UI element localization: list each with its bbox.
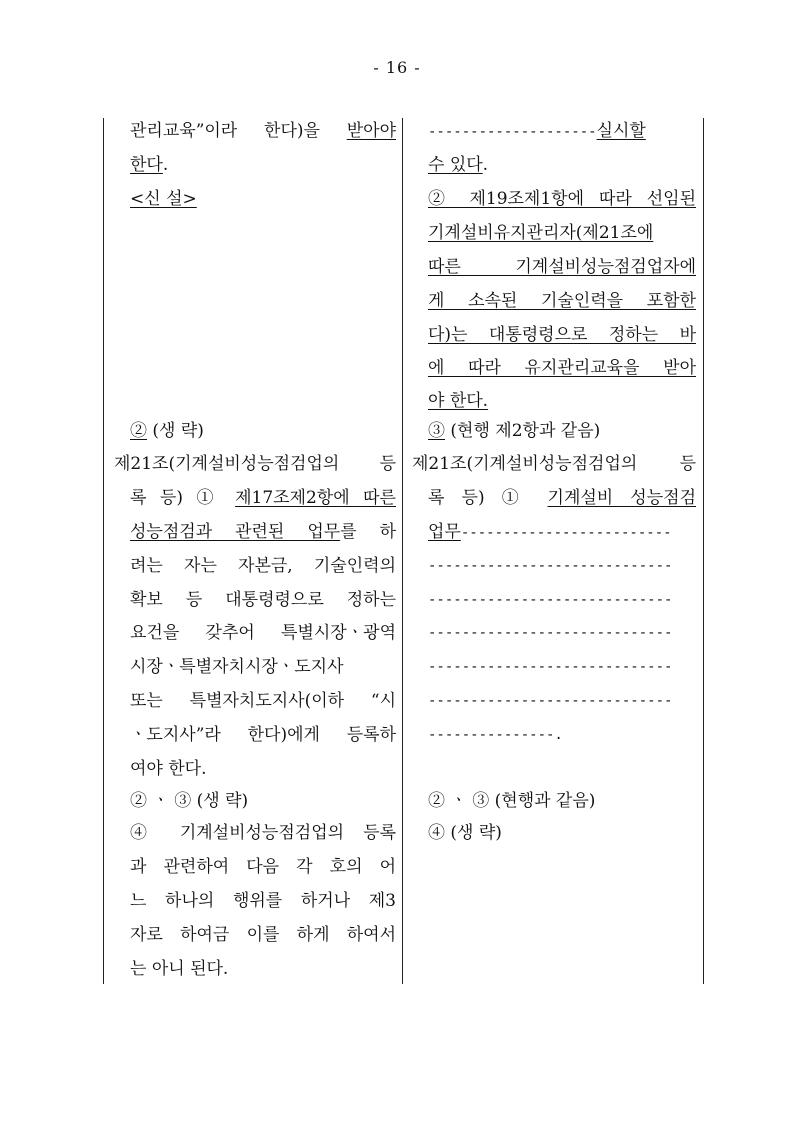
left-para4-line-4: 자로 하여금 이를 하게 하여서 <box>130 925 396 945</box>
right-dash-line-8: ----------------------------- <box>428 693 673 709</box>
left-education-end-period: . <box>162 155 169 175</box>
left-para2-text: (생 략) <box>152 421 204 441</box>
right-dash-line-5: ----------------------------- <box>428 592 673 608</box>
right-article21-underlined-1: 기계설비 성능점검 <box>547 488 696 508</box>
right-article21-line-3 <box>428 521 696 543</box>
left-para2-number: ② <box>130 421 147 441</box>
left-article21-line-7: 시장ㆍ특별자치시장ㆍ도지사 <box>130 657 344 677</box>
left-column-current-law <box>114 0 396 1123</box>
right-para2-line-6: 에 따라 유지관리교육을 받아 <box>428 358 696 378</box>
left-article21-line-5: 확보 등 대통령령으로 정하는 <box>130 590 396 610</box>
right-intro-end-period: . <box>482 155 489 175</box>
right-dash-line-4: ----------------------------- <box>428 558 673 574</box>
page-number: - 16 - <box>373 58 421 77</box>
left-para4-line-2: 과 관련하여 다음 각 호의 어 <box>130 857 396 877</box>
right-para2-line-7: 야 한다. <box>428 391 489 411</box>
right-para2-line-4: 게 소속된 기술인력을 포함한 <box>428 291 696 311</box>
left-new-provision: <신 설> <box>130 189 197 209</box>
left-article21-line-4: 려는 자는 자본금, 기술인력의 <box>130 556 396 576</box>
right-para23: ② ㆍ ③ (현행과 같음) <box>428 791 596 811</box>
right-dash-line-9: ---------------. <box>428 727 563 743</box>
left-article21-line-2 <box>130 487 396 509</box>
right-para3-number: ③ <box>428 421 445 441</box>
right-intro-line-1 <box>428 120 696 142</box>
left-article21-line-8: 또는 특별자치도지사(이하 “시 <box>130 691 396 711</box>
right-para4: ④ (생 략) <box>428 823 502 843</box>
right-intro-underlined: 실시할 <box>596 121 646 141</box>
table-rule-middle <box>402 118 403 984</box>
left-article21-para1-label: 록 등) ① <box>130 488 236 508</box>
left-article21-line-9: ㆍ도지사”라 한다)에게 등록하 <box>130 725 396 745</box>
right-article21-para1-label: 록 등) ① <box>428 488 548 508</box>
left-article21-line-6: 요건을 갖추어 특별시장ㆍ광역 <box>130 623 396 643</box>
right-column-amendment <box>412 0 696 1123</box>
right-intro-dashes: -------------------- <box>428 124 597 140</box>
left-para4-line-3: 느 하나의 행위를 하거나 제3 <box>130 891 396 911</box>
left-para2-omitted <box>130 420 204 442</box>
right-intro-end-underlined: 수 있다 <box>428 155 483 175</box>
right-para2-line-2: 기계설비유지관리자(제21조에 <box>428 223 654 243</box>
right-intro-line-2 <box>428 154 488 176</box>
left-article21-line-3 <box>130 521 396 543</box>
left-education-end-underlined: 한다 <box>130 155 163 175</box>
left-education-line-2 <box>130 154 168 176</box>
right-para2-line-1: ② 제19조제1항에 따라 선임된 <box>428 189 696 209</box>
right-dash-line-7: ----------------------------- <box>428 659 673 675</box>
right-article21-line-2 <box>428 487 696 509</box>
table-rule-right <box>703 118 704 984</box>
right-para3-text: (현행 제2항과 같음) <box>450 421 601 441</box>
left-article21-line-10: 여야 한다. <box>130 759 207 779</box>
table-rule-left <box>103 118 104 984</box>
left-para23-omitted: ② ㆍ ③ (생 략) <box>130 791 249 811</box>
right-para2-line-3: 따른 기계설비성능점검업자에 <box>428 257 696 277</box>
left-article21-underlined-1: 제17조제2항에 따른 <box>235 488 396 508</box>
left-para4-line-1: ④ 기계설비성능점검업의 등록 <box>130 823 396 843</box>
left-article21-underlined-2: 성능점검과 관련된 업무 <box>130 522 341 542</box>
right-article21-dashes-3: ------------------------- <box>460 525 672 541</box>
right-dash-line-6: ----------------------------- <box>428 625 673 641</box>
left-article21-text-3: 를 하 <box>340 522 397 542</box>
right-para2-line-5: 다)는 대통령령으로 정하는 바 <box>428 325 696 345</box>
left-education-line-1 <box>130 120 396 142</box>
right-article21-line-1: 제21조(기계설비성능점검업의 등 <box>412 454 696 474</box>
left-education-text: 관리교육”이라 한다)을 <box>130 121 347 141</box>
left-article21-line-1: 제21조(기계설비성능점검업의 등 <box>114 454 396 474</box>
right-article21-underlined-2: 업무 <box>428 522 461 542</box>
right-para3 <box>428 420 600 442</box>
left-education-underlined: 받아야 <box>346 121 396 141</box>
left-para4-line-5: 는 아니 된다. <box>130 959 229 979</box>
